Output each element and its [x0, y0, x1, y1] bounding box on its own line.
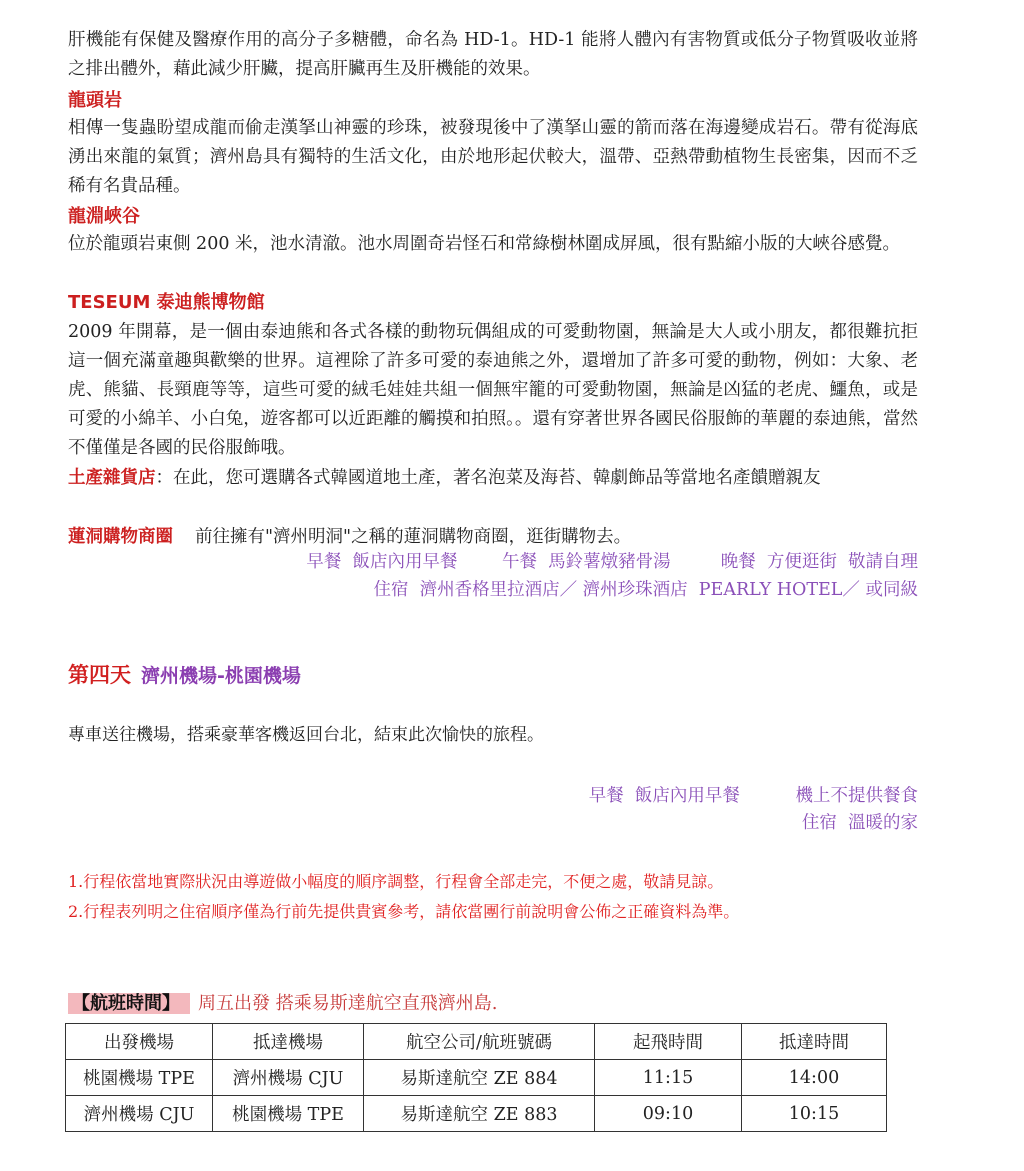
- flight-title-box: 【航班時間】: [68, 993, 190, 1014]
- section-title-shopping: 蓮洞購物商圈: [68, 527, 173, 547]
- day4-label: 第四天: [68, 663, 131, 687]
- table-header-cell: 出發機場: [66, 1024, 213, 1060]
- day4-heading: [68, 660, 301, 691]
- table-cell: 易斯達航空 ZE 883: [364, 1096, 595, 1132]
- section-title-dragon-head-rock: 龍頭岩: [68, 90, 122, 111]
- section-shopping: [68, 523, 918, 552]
- section-body-teseum: 2009 年開幕，是一個由泰迪熊和各式各樣的動物玩偶組成的可愛動物園，無論是大人或小朋友，都很難抗拒這一個充滿童趣與歡樂的世界。這裡除了許多可愛的泰迪熊之外，還增加了許多可愛的動物，例如：大象、老虎、熊貓、長頸鹿等等，這些可愛的絨毛娃娃共組一個無牢籠的可愛動物園，無論是凶猛的老虎、鱷魚，或是可愛的小綿羊、小白兔，遊客都可以近距離的觸摸和拍照。。還有穿著世界各國民俗服飾的華麗的泰迪熊，當然不僅僅是各國的民俗服飾哦。: [68, 322, 918, 458]
- table-cell: 09:10: [595, 1096, 742, 1132]
- section-body-canyon: 位於龍頭岩東側 200 米，池水清澈。池水周圍奇岩怪石和常綠樹林圍成屏風，很有點縮小版的大峽谷感覺。: [68, 234, 901, 254]
- table-cell: 桃園機場 TPE: [66, 1060, 213, 1096]
- day3-accommodation: 住宿 濟州香格里拉酒店／ 濟州珍珠酒店 PEARLY HOTEL／ 或同級: [373, 580, 918, 600]
- day4-route: 濟州機場-桃園機場: [141, 665, 301, 687]
- table-cell: 10:15: [742, 1096, 887, 1132]
- table-cell: 濟州機場 CJU: [66, 1096, 213, 1132]
- note-1: 1.行程依當地實際狀況由導遊做小幅度的順序調整，行程會全部走完，不便之處，敬請見諒。: [68, 872, 724, 891]
- section-title-store: 土產雜貨店: [68, 468, 156, 488]
- table-cell: 濟州機場 CJU: [213, 1060, 364, 1096]
- table-header-row: [66, 1024, 887, 1060]
- day4-meals: 早餐 飯店內用早餐 機上不提供餐食: [588, 786, 918, 806]
- day3-meals: 早餐 飯店內用早餐 午餐 馬鈴薯燉豬骨湯 晚餐 方便逛街 敬請自理: [306, 552, 918, 572]
- table-cell: 14:00: [742, 1060, 887, 1096]
- table-row: [66, 1060, 887, 1096]
- table-row: [66, 1096, 887, 1132]
- table-cell: 易斯達航空 ZE 884: [364, 1060, 595, 1096]
- flight-table: [65, 1023, 887, 1132]
- intro-paragraph: 肝機能有保健及醫療作用的高分子多糖體，命名為 HD-1。HD-1 能將人體內有害物質或低分子物質吸收並將之排出體外，藉此減少肝臟，提高肝臟再生及肝機能的效果。: [68, 30, 918, 79]
- section-body-shopping: 前往擁有"濟州明洞"之稱的蓮洞購物商圈，逛街購物去。: [195, 527, 632, 547]
- flight-heading: [68, 991, 497, 1017]
- section-store: [68, 464, 918, 493]
- table-cell: 11:15: [595, 1060, 742, 1096]
- section-title-canyon: 龍淵峽谷: [68, 206, 140, 227]
- table-cell: 桃園機場 TPE: [213, 1096, 364, 1132]
- table-header-cell: 航空公司/航班號碼: [364, 1024, 595, 1060]
- section-title-teseum: TESEUM 泰迪熊博物館: [68, 292, 265, 313]
- table-header-cell: 起飛時間: [595, 1024, 742, 1060]
- table-header-cell: 抵達機場: [213, 1024, 364, 1060]
- section-body-store: ：在此，您可選購各式韓國道地土產，著名泡菜及海苔、韓劇飾品等當地名產饋贈親友: [155, 468, 821, 488]
- day4-accommodation: 住宿 溫暖的家: [801, 813, 918, 833]
- note-2: 2.行程表列明之住宿順序僅為行前先提供貴賓參考，請依當團行前說明會公佈之正確資料為準。: [68, 902, 740, 921]
- flight-description: 周五出發 搭乘易斯達航空直飛濟州島.: [198, 993, 498, 1014]
- day4-body: 專車送往機場，搭乘豪華客機返回台北，結束此次愉快的旅程。: [68, 725, 544, 745]
- section-body-dragon-head-rock: 相傳一隻蟲盼望成龍而偷走漢拏山神靈的珍珠，被發現後中了漢拏山靈的箭而落在海邊變成岩石。帶有從海底湧出來龍的氣質；濟州島具有獨特的生活文化，由於地形起伏較大，溫帶、亞熱帶動植物生長密集，因而不乏稀有名貴品種。: [68, 118, 918, 196]
- table-header-cell: 抵達時間: [742, 1024, 887, 1060]
